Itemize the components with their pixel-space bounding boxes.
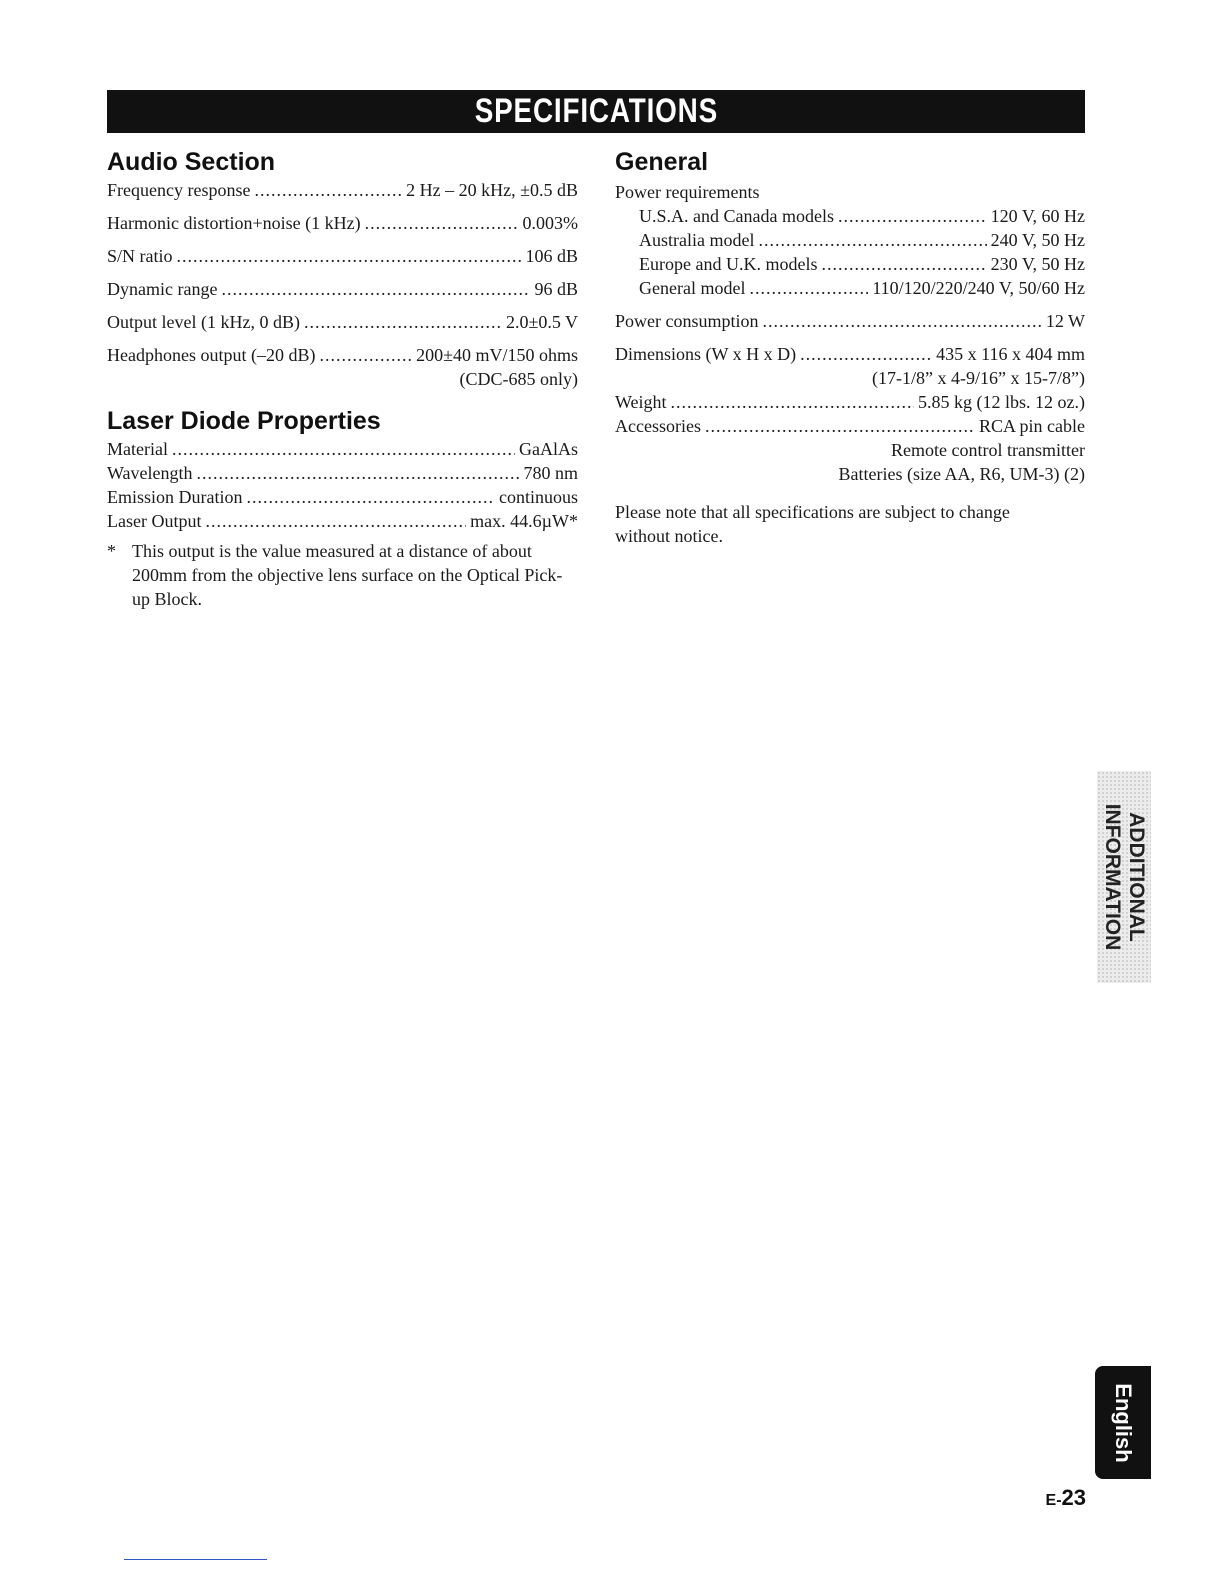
spec-row-headphones-output (107, 343, 578, 367)
spec-value: continuous (499, 487, 578, 507)
spec-label: Dimensions (W x H x D) (615, 344, 797, 364)
spec-row-frequency-response (107, 178, 578, 202)
dot-leader (221, 277, 530, 301)
dot-leader (304, 310, 502, 334)
spec-row-harmonic-distortion (107, 211, 578, 235)
dot-leader (705, 414, 975, 438)
spec-label: Output level (1 kHz, 0 dB) (107, 312, 300, 332)
spec-label: Wavelength (107, 463, 193, 483)
spec-label: Dynamic range (107, 279, 218, 299)
spec-label: Accessories (615, 416, 701, 436)
spec-value: 780 nm (523, 463, 578, 483)
spec-value: 106 dB (525, 246, 578, 266)
page-number (1030, 1485, 1086, 1511)
spec-label: Power consumption (615, 311, 759, 331)
laser-section-heading: Laser Diode Properties (107, 407, 381, 435)
footnote-marker: * (107, 541, 116, 561)
spec-label: Laser Output (107, 511, 202, 531)
spec-label: Europe and U.K. models (639, 254, 818, 274)
page-number-value: 23 (1061, 1485, 1086, 1510)
language-tab (1095, 1366, 1151, 1479)
spec-value: 120 V, 60 Hz (990, 206, 1085, 226)
general-section-heading: General (615, 148, 709, 176)
tab-label-line: ADDITIONAL (1125, 812, 1148, 942)
spec-value: 96 dB (534, 279, 578, 299)
page-number-prefix: E- (1045, 1492, 1062, 1509)
specifications-notice: Please note that all specifications are subject to change without notice. (615, 502, 1010, 546)
additional-information-tab-label (1100, 804, 1148, 951)
spec-label: U.S.A. and Canada models (639, 206, 834, 226)
laser-footnote (107, 539, 578, 611)
spec-value: max. 44.6µW* (470, 511, 578, 531)
right-column (615, 146, 1085, 548)
dot-leader (205, 509, 466, 533)
spec-row-laser-output (107, 509, 578, 533)
spec-value: 435 x 116 x 404 mm (936, 344, 1085, 364)
spec-value: 240 V, 50 Hz (990, 230, 1085, 250)
spec-row-emission-duration (107, 485, 578, 509)
dot-leader (763, 309, 1042, 333)
page-title-banner (107, 90, 1085, 133)
spec-row-dimensions (615, 342, 1085, 366)
spec-label: Headphones output (–20 dB) (107, 345, 316, 365)
left-column (107, 146, 578, 611)
dot-leader (671, 390, 914, 414)
spec-label: Harmonic distortion+noise (1 kHz) (107, 213, 361, 233)
dot-leader (247, 485, 496, 509)
spec-value-continuation: (17-1/8” x 4-9/16” x 15-7/8”) (872, 368, 1085, 388)
spec-row-weight (615, 390, 1085, 414)
spec-label: Weight (615, 392, 667, 412)
spec-row-dynamic-range (107, 277, 578, 301)
dot-leader (254, 178, 402, 202)
dot-leader (838, 204, 987, 228)
spec-value: 110/120/220/240 V, 50/60 Hz (872, 278, 1085, 298)
spec-value: 0.003% (522, 213, 578, 233)
dot-leader (197, 461, 520, 485)
spec-label: S/N ratio (107, 246, 173, 266)
spec-value-continuation: Batteries (size AA, R6, UM-3) (2) (838, 464, 1085, 484)
power-requirements-label: Power requirements (615, 182, 760, 202)
spec-row-europe-uk (615, 252, 1085, 276)
spec-label: Australia model (639, 230, 755, 250)
language-tab-label: English (1111, 1382, 1136, 1463)
footnote-text: This output is the value measured at a distance of about 200mm from the objective lens surface on the Optical Pick-up Block. (132, 541, 563, 609)
spec-row-material (107, 437, 578, 461)
spec-value: GaAlAs (519, 439, 578, 459)
spec-row-usa-canada (615, 204, 1085, 228)
tab-label-line: INFORMATION (1101, 803, 1124, 951)
spec-row-sn-ratio (107, 244, 578, 268)
footer-rule (124, 1559, 267, 1560)
spec-value-continuation: (CDC-685 only) (459, 369, 578, 389)
spec-row-general-model (615, 276, 1085, 300)
dot-leader (821, 252, 986, 276)
spec-row-australia (615, 228, 1085, 252)
spec-label: Emission Duration (107, 487, 243, 507)
dot-leader (319, 343, 412, 367)
spec-row-accessories (615, 414, 1085, 438)
spec-label: Material (107, 439, 168, 459)
spec-value: 5.85 kg (12 lbs. 12 oz.) (918, 392, 1085, 412)
spec-value: 12 W (1045, 311, 1085, 331)
spec-row-wavelength (107, 461, 578, 485)
additional-information-tab (1097, 771, 1151, 983)
spec-value: RCA pin cable (979, 416, 1085, 436)
spec-label: General model (639, 278, 746, 298)
dot-leader (758, 228, 986, 252)
dot-leader (800, 342, 932, 366)
dot-leader (365, 211, 519, 235)
dot-leader (749, 276, 868, 300)
spec-value: 230 V, 50 Hz (990, 254, 1085, 274)
spec-value: 2.0±0.5 V (505, 312, 578, 332)
spec-value-continuation: Remote control transmitter (891, 440, 1085, 460)
spec-value: 200±40 mV/150 ohms (416, 345, 578, 365)
spec-value: 2 Hz – 20 kHz, ±0.5 dB (406, 180, 578, 200)
audio-section-heading: Audio Section (107, 148, 276, 176)
spec-row-power-consumption (615, 309, 1085, 333)
dot-leader (177, 244, 522, 268)
spec-row-output-level (107, 310, 578, 334)
page-title: SPECIFICATIONS (474, 92, 718, 130)
spec-label: Frequency response (107, 180, 251, 200)
dot-leader (172, 437, 515, 461)
